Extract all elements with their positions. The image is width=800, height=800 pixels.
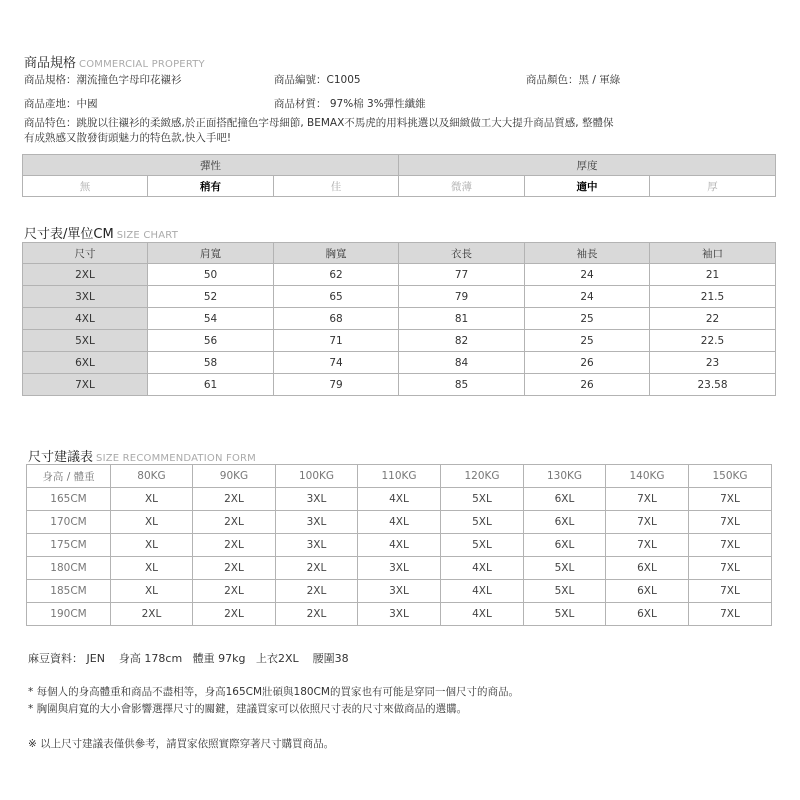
commercial-title-zh: 商品規格 — [24, 56, 77, 71]
recommended-size-cell: XL — [111, 580, 193, 603]
recommended-size-cell: 3XL — [358, 580, 441, 603]
size-value-cell: 65 — [274, 286, 399, 308]
recommended-size-cell: 5XL — [524, 603, 606, 626]
commercial-section-title — [24, 52, 205, 71]
size-value-cell: 50 — [148, 264, 274, 286]
size-value-cell: 61 — [148, 374, 274, 396]
table-row — [23, 286, 776, 308]
size-chart-section-title — [24, 223, 178, 242]
table-row — [27, 488, 772, 511]
size-chart-title-zh: 尺寸表/單位CM — [24, 227, 114, 242]
recommended-size-cell: 7XL — [689, 603, 772, 626]
recommended-size-cell: 2XL — [193, 580, 276, 603]
recommended-size-cell: 5XL — [441, 511, 524, 534]
recommendation-header-cell: 身高 / 體重 — [27, 465, 111, 488]
recommended-size-cell: 6XL — [606, 557, 689, 580]
size-value-cell: 21 — [650, 264, 776, 286]
recommended-size-cell: 3XL — [358, 557, 441, 580]
recommended-size-cell: 7XL — [689, 557, 772, 580]
recommended-size-cell: XL — [111, 488, 193, 511]
recommended-size-cell: 2XL — [111, 603, 193, 626]
recommended-size-cell: 7XL — [689, 534, 772, 557]
size-value-cell: 71 — [274, 330, 399, 352]
table-row — [27, 557, 772, 580]
recommendation-header-cell: 120KG — [441, 465, 524, 488]
size-chart-header-cell: 尺寸 — [23, 243, 148, 264]
size-chart-header-cell: 衣長 — [399, 243, 525, 264]
size-value-cell: 58 — [148, 352, 274, 374]
recommendation-title-zh: 尺寸建議表 — [28, 450, 94, 465]
size-value-cell: 77 — [399, 264, 525, 286]
recommended-size-cell: 7XL — [606, 511, 689, 534]
recommended-size-cell: 4XL — [358, 511, 441, 534]
recommended-size-cell: 3XL — [276, 511, 358, 534]
recommended-size-cell: 7XL — [689, 580, 772, 603]
model-info: 麻豆資料： JEN 身高 178cm 體重 97kg 上衣2XL 腰圍38 — [28, 652, 349, 665]
size-label-cell: 7XL — [23, 374, 148, 396]
product-color: 商品顏色：黑 / 軍綠 — [526, 74, 621, 86]
recommended-size-cell: 3XL — [358, 603, 441, 626]
recommended-size-cell: 6XL — [524, 534, 606, 557]
size-chart-title-en: SIZE CHART — [116, 230, 179, 241]
size-value-cell: 68 — [274, 308, 399, 330]
recommended-size-cell: 4XL — [441, 603, 524, 626]
note-line: * 胸圍與肩寬的大小會影響選擇尺寸的關鍵，建議買家可以依照尺寸表的尺寸來做商品的選購。 — [28, 703, 468, 715]
size-chart-header-cell: 胸寬 — [274, 243, 399, 264]
recommended-size-cell: 2XL — [193, 557, 276, 580]
recommended-size-cell: 4XL — [358, 534, 441, 557]
size-chart-header-cell: 袖口 — [650, 243, 776, 264]
size-value-cell: 52 — [148, 286, 274, 308]
recommended-size-cell: 2XL — [193, 603, 276, 626]
table-row — [23, 330, 776, 352]
size-label-cell: 4XL — [23, 308, 148, 330]
size-value-cell: 23 — [650, 352, 776, 374]
recommended-size-cell: 6XL — [606, 580, 689, 603]
disclaimer-note: ※ 以上尺寸建議表僅供參考，請買家依照實際穿著尺寸購買商品。 — [28, 738, 335, 750]
product-features — [24, 116, 772, 146]
recommended-size-cell: 2XL — [276, 603, 358, 626]
height-label-cell: 180CM — [27, 557, 111, 580]
size-value-cell: 25 — [525, 330, 650, 352]
elasticity-option: 無 — [23, 176, 148, 197]
size-value-cell: 22.5 — [650, 330, 776, 352]
recommendation-header-cell: 150KG — [689, 465, 772, 488]
size-value-cell: 56 — [148, 330, 274, 352]
table-row — [23, 264, 776, 286]
recommendation-section-title — [28, 446, 256, 465]
size-value-cell: 54 — [148, 308, 274, 330]
thickness-option-selected: 適中 — [525, 176, 650, 197]
recommended-size-cell: 3XL — [276, 534, 358, 557]
size-value-cell: 25 — [525, 308, 650, 330]
recommended-size-cell: XL — [111, 557, 193, 580]
recommended-size-cell: 6XL — [606, 603, 689, 626]
recommended-size-cell: 2XL — [276, 557, 358, 580]
size-value-cell: 79 — [399, 286, 525, 308]
recommended-size-cell: 6XL — [524, 488, 606, 511]
height-label-cell: 190CM — [27, 603, 111, 626]
product-spec: 商品規格：潮流撞色字母印花襯衫 — [24, 74, 182, 86]
height-label-cell: 170CM — [27, 511, 111, 534]
recommended-size-cell: 5XL — [524, 557, 606, 580]
size-value-cell: 74 — [274, 352, 399, 374]
recommended-size-cell: 7XL — [689, 511, 772, 534]
recommendation-header-cell: 100KG — [276, 465, 358, 488]
size-value-cell: 26 — [525, 374, 650, 396]
product-features-line2: 有成熟感又散發街頭魅力的特色款,快入手吧! — [24, 132, 232, 144]
commercial-title-en: COMMERCIAL PROPERTY — [79, 59, 205, 70]
size-chart-table — [22, 242, 776, 396]
recommended-size-cell: 5XL — [441, 488, 524, 511]
height-label-cell: 185CM — [27, 580, 111, 603]
note-line: * 每個人的身高體重和商品不盡相等，身高165CM壯碩與180CM的買家也有可能是穿同一個尺寸的商品。 — [28, 686, 519, 698]
product-code: 商品編號：C1005 — [274, 74, 361, 86]
product-material: 商品材質： 97%棉 3%彈性纖維 — [274, 98, 426, 110]
product-features-line1: 商品特色：跳脫以往襯衫的柔緻感,於正面搭配撞色字母細節, BEMAX不馬虎的用料挑選以及細緻做工大大提升商品質感, 整體保 — [24, 117, 614, 129]
size-value-cell: 24 — [525, 264, 650, 286]
recommendation-header-cell: 80KG — [111, 465, 193, 488]
size-value-cell: 84 — [399, 352, 525, 374]
recommendation-header-cell: 140KG — [606, 465, 689, 488]
size-label-cell: 5XL — [23, 330, 148, 352]
attribute-table — [22, 154, 776, 197]
table-row — [27, 534, 772, 557]
recommended-size-cell: 4XL — [358, 488, 441, 511]
size-value-cell: 79 — [274, 374, 399, 396]
size-value-cell: 22 — [650, 308, 776, 330]
size-label-cell: 2XL — [23, 264, 148, 286]
recommended-size-cell: 2XL — [193, 511, 276, 534]
size-value-cell: 82 — [399, 330, 525, 352]
recommendation-title-en: SIZE RECOMMENDATION FORM — [96, 453, 257, 464]
recommended-size-cell: 2XL — [276, 580, 358, 603]
recommendation-header-cell: 90KG — [193, 465, 276, 488]
size-value-cell: 62 — [274, 264, 399, 286]
size-value-cell: 26 — [525, 352, 650, 374]
table-row — [23, 308, 776, 330]
elasticity-option-selected: 稍有 — [148, 176, 274, 197]
recommended-size-cell: 2XL — [193, 488, 276, 511]
recommendation-table — [26, 464, 772, 626]
table-row — [27, 603, 772, 626]
table-row — [27, 580, 772, 603]
size-chart-header-cell: 肩寬 — [148, 243, 274, 264]
recommended-size-cell: 7XL — [689, 488, 772, 511]
table-row — [23, 352, 776, 374]
recommended-size-cell: 7XL — [606, 534, 689, 557]
size-value-cell: 24 — [525, 286, 650, 308]
recommended-size-cell: 3XL — [276, 488, 358, 511]
recommended-size-cell: 6XL — [524, 511, 606, 534]
size-value-cell: 21.5 — [650, 286, 776, 308]
recommended-size-cell: 5XL — [441, 534, 524, 557]
size-label-cell: 3XL — [23, 286, 148, 308]
size-chart-header-row — [23, 243, 776, 264]
elasticity-header: 彈性 — [23, 155, 399, 176]
elasticity-option: 佳 — [274, 176, 399, 197]
table-row — [23, 374, 776, 396]
size-label-cell: 6XL — [23, 352, 148, 374]
recommendation-header-cell: 130KG — [524, 465, 606, 488]
recommendation-header-row — [27, 465, 772, 488]
recommended-size-cell: 5XL — [524, 580, 606, 603]
product-origin: 商品產地：中國 — [24, 98, 98, 110]
size-value-cell: 81 — [399, 308, 525, 330]
size-value-cell: 85 — [399, 374, 525, 396]
recommended-size-cell: 4XL — [441, 557, 524, 580]
recommended-size-cell: XL — [111, 534, 193, 557]
recommended-size-cell: 4XL — [441, 580, 524, 603]
recommended-size-cell: 2XL — [193, 534, 276, 557]
height-label-cell: 175CM — [27, 534, 111, 557]
thickness-option: 微薄 — [399, 176, 525, 197]
size-value-cell: 23.58 — [650, 374, 776, 396]
size-chart-header-cell: 袖長 — [525, 243, 650, 264]
recommended-size-cell: XL — [111, 511, 193, 534]
recommended-size-cell: 7XL — [606, 488, 689, 511]
thickness-header: 厚度 — [399, 155, 776, 176]
recommendation-header-cell: 110KG — [358, 465, 441, 488]
table-row — [27, 511, 772, 534]
height-label-cell: 165CM — [27, 488, 111, 511]
thickness-option: 厚 — [650, 176, 776, 197]
